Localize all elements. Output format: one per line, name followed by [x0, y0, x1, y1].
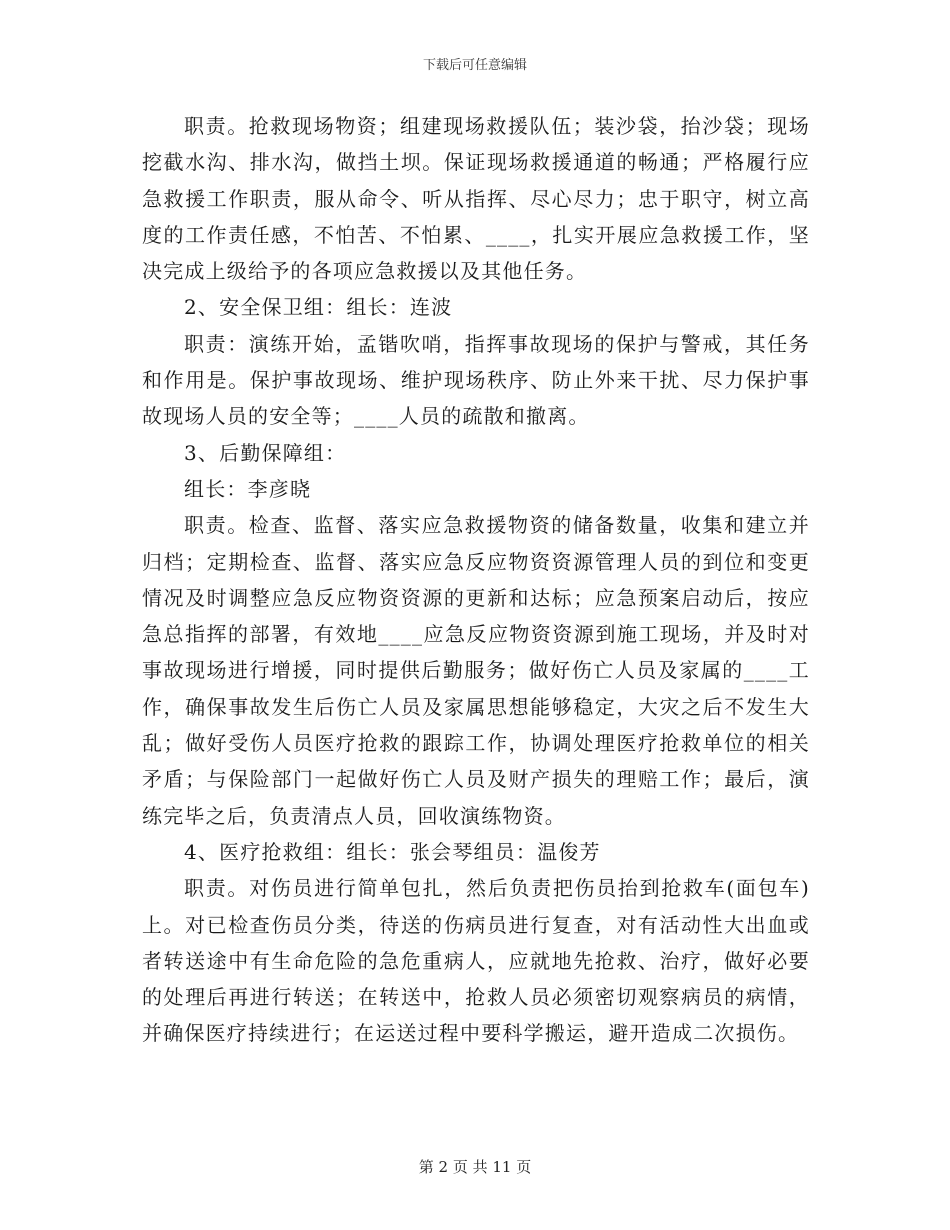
paragraph-security-duties: 职责：演练开始，孟锴吹哨，指挥事故现场的保护与警戒，其任务和作用是。保护事故现场、维护现场秩序、防止外来干扰、尽力保护事故现场人员的安全等；____人员的疏散和撤离。: [142, 331, 810, 429]
heading-logistics-group: 3、后勤保障组：: [184, 440, 347, 465]
page-footer: 第 2 页 共 11 页: [418, 1158, 532, 1176]
paragraph-logistics-duties: 职责。检查、监督、落实应急救援物资的储备数量，收集和建立并归档；定期检查、监督、落实应急反应物资资源管理人员的到位和变更情况及时调整应急反应物资资源的更新和达标；应急预案启动后，按应急总指挥的部署，有效地____应急反应物资资源到施工现场，并及时对事故现场进行增援，同时提供后勤服务；做好伤亡人员及家属的____工作，确保事故发生后伤亡人员及家属思想能够稳定，大灾之后不发生大乱；做好受伤人员医疗抢救的跟踪工作，协调处理医疗抢救单位的相关矛盾；与保险部门一起做好伤亡人员及财产损失的理赔工作；最后，演练完毕之后，负责清点人员，回收演练物资。: [142, 513, 810, 828]
document-body: [142, 108, 810, 1052]
page-header: 下载后可任意编辑: [422, 58, 527, 73]
paragraph-medical-duties: 职责。对伤员进行简单包扎，然后负责把伤员抬到抢救车(面包车)上。对已检查伤员分类，待送的伤病员进行复查，对有活动性大出血或者转送途中有生命危险的急危重病人，应就地先抢救、治疗，做好必要的处理后再进行转送；在转送中，抢救人员必须密切观察病员的病情，并确保医疗持续进行；在运送过程中要科学搬运，避开造成二次损伤。: [142, 876, 810, 1046]
heading-medical-group: 4、医疗抢救组：组长：张会琴组员：温俊芳: [184, 839, 601, 864]
logistics-group-leader: 组长：李彦晓: [184, 476, 312, 501]
paragraph-rescue-duties: 职责。抢救现场物资；组建现场救援队伍；装沙袋，抬沙袋；现场挖截水沟、排水沟，做挡土坝。保证现场救援通道的畅通；严格履行应急救援工作职责，服从命令、听从指挥、尽心尽力；忠于职守，树立高度的工作责任感，不怕苦、不怕累、____，扎实开展应急救援工作，坚决完成上级给予的各项应急救援以及其他任务。: [142, 114, 810, 284]
heading-security-group: 2、安全保卫组：组长：连波: [184, 295, 453, 320]
